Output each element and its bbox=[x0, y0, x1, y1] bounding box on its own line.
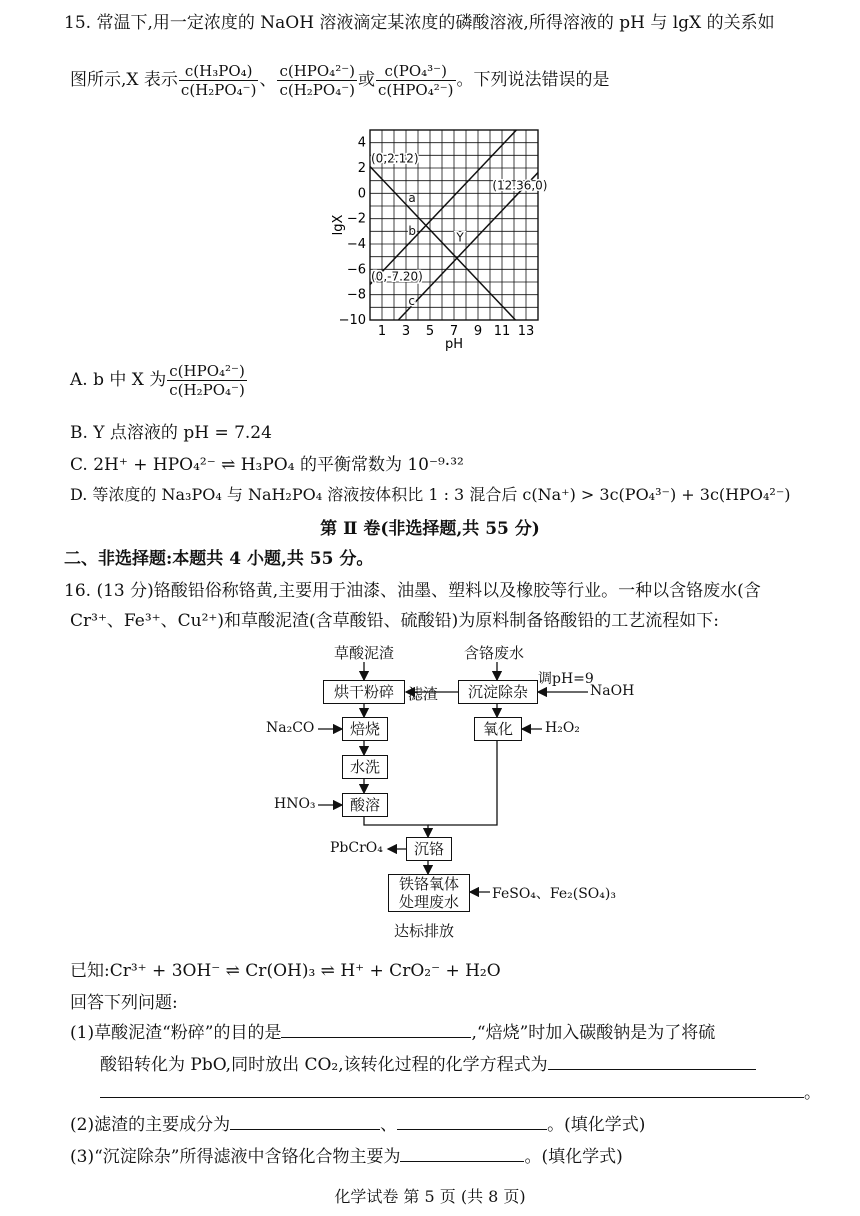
line-label-c: c bbox=[408, 293, 416, 308]
q15-line2-pre: 图所示,X 表示 bbox=[70, 70, 178, 90]
y-tick-label: −6 bbox=[346, 262, 366, 278]
line-label-b: b bbox=[408, 224, 417, 239]
answer-blank[interactable] bbox=[397, 1115, 547, 1130]
option-a: A. b 中 X 为 $\frac{\text{c(HPO₄²⁻)}}{\text{c(H₂PO₄⁻)}}$ bbox=[70, 362, 245, 399]
flow-label-discharge: 达标排放 bbox=[394, 922, 455, 940]
option-b: B. Y 点溶液的 pH = 7.24 bbox=[70, 423, 272, 443]
flow-box-roast: 焙烧 bbox=[342, 717, 388, 741]
x-tick-label: 13 bbox=[517, 324, 535, 339]
answer-blank[interactable] bbox=[100, 1083, 804, 1098]
part-2: (2)滤渣的主要成分为 、 。(填化学式) bbox=[70, 1115, 646, 1135]
x-tick-label: 1 bbox=[377, 324, 387, 339]
fraction-po4: $\frac{\text{c(PO₄³⁻)}}{\text{c(HPO₄²⁻)}}$ bbox=[377, 62, 454, 99]
answer-blank[interactable] bbox=[400, 1147, 524, 1162]
flow-label-hno3: HNO₃ bbox=[274, 796, 316, 812]
fraction-hpo4: $\frac{\text{c(HPO₄²⁻)}}{\text{c(H₂PO₄⁻)}}$ bbox=[279, 62, 355, 99]
q16-stem-line1: 16. (13 分)铬酸铅俗称铬黄,主要用于油漆、油墨、塑料以及橡胶等行业。一种以含铬废水(含 bbox=[64, 581, 761, 601]
flow-input-sludge: 草酸泥渣 bbox=[334, 644, 395, 662]
y-tick-label: −8 bbox=[346, 287, 366, 303]
flow-box-oxidize: 氧化 bbox=[474, 717, 522, 741]
part-3: (3)“沉淀除杂”所得滤液中含铬化合物主要为 。(填化学式) bbox=[70, 1147, 623, 1167]
q15-line2-post: 。下列说法错误的是 bbox=[456, 70, 610, 90]
part-1-line1: (1)草酸泥渣“粉碎”的目的是 ,“焙烧”时加入碳酸钠是为了将硫 bbox=[70, 1023, 716, 1043]
option-a-fraction: $\frac{\text{c(HPO₄²⁻)}}{\text{c(H₂PO₄⁻)}}$ bbox=[169, 362, 245, 399]
flow-box-wash: 水洗 bbox=[342, 755, 388, 779]
x-tick-label: 7 bbox=[449, 324, 459, 339]
x-tick-label: 3 bbox=[401, 324, 411, 339]
x-tick-label: 5 bbox=[425, 324, 435, 339]
flow-label-na2co: Na₂CO bbox=[266, 720, 315, 736]
x-tick-label: 9 bbox=[473, 324, 483, 339]
flow-label-naoh: NaOH bbox=[590, 683, 635, 699]
point-label: (0,2.12) bbox=[371, 151, 419, 166]
y-axis-label: lgX bbox=[331, 214, 346, 236]
y-tick-label: 4 bbox=[357, 135, 366, 151]
flow-label-ph: 调pH=9 bbox=[538, 671, 594, 687]
flow-label-h2o2: H₂O₂ bbox=[545, 720, 580, 736]
known-equation: 已知:Cr³⁺ + 3OH⁻ ⇌ Cr(OH)₃ ⇌ H⁺ + CrO₂⁻ + H₂O bbox=[70, 961, 501, 981]
y-tick-label: −4 bbox=[346, 237, 366, 252]
flow-box-precip-cr: 沉铬 bbox=[406, 837, 452, 861]
option-d: D. 等浓度的 Na₃PO₄ 与 NaH₂PO₄ 溶液按体积比 1 : 3 混合后 c(Na⁺) > 3c(PO₄³⁻) + 3c(HPO₄²⁻) bbox=[70, 485, 791, 504]
x-axis-label: pH bbox=[444, 337, 464, 352]
fraction-h3po4: $\frac{\text{c(H₃PO₄)}}{\text{c(H₂PO₄⁻)}}$ bbox=[180, 62, 257, 99]
line-label-a: a bbox=[408, 191, 416, 206]
flow-box-precipitate: 沉淀除杂 bbox=[458, 680, 538, 704]
x-tick-label: 11 bbox=[493, 324, 511, 339]
flow-box-dry-grind: 烘干粉碎 bbox=[323, 680, 405, 704]
part-1-line3: 。 bbox=[100, 1078, 821, 1103]
y-tick-label: 2 bbox=[357, 161, 366, 176]
section-title: 第 Ⅱ 卷(非选择题,共 55 分) bbox=[320, 519, 540, 539]
flow-box-ferrite-treatment: 铁铬氧体 处理废水 bbox=[388, 874, 470, 912]
y-tick-label: 0 bbox=[357, 186, 366, 202]
point-label: (12.36,0) bbox=[492, 178, 548, 193]
flow-label-residue: 滤渣 bbox=[408, 685, 439, 703]
answer-blank[interactable] bbox=[281, 1023, 471, 1038]
q15-stem-line2: 图所示,X 表示 $\frac{\text{c(H₃PO₄)}}{\text{c(H₂PO₄⁻)}}$ 、 $\frac{\text{c(HPO₄²⁻)}}{\text{c(H₂PO₄⁻)}}$ 或 $\frac{\text{c(PO₄³⁻)}}{\text{c(HPO₄²⁻)}}$ 。下列说法错误的是 bbox=[70, 62, 610, 99]
y-tick-label: −10 bbox=[338, 313, 366, 328]
flow-label-iron-salts: FeSO₄、Fe₂(SO₄)₃ bbox=[492, 886, 616, 902]
page-footer: 化学试卷 第 5 页 (共 8 页) bbox=[334, 1187, 526, 1206]
point-label: (0,-7.20) bbox=[371, 269, 423, 284]
part-1-line2: 酸铅转化为 PbO,同时放出 CO₂,该转化过程的化学方程式为 bbox=[100, 1050, 756, 1075]
answer-blank[interactable] bbox=[230, 1115, 380, 1130]
y-tick-label: −2 bbox=[346, 211, 366, 227]
flow-input-wastewater: 含铬废水 bbox=[464, 644, 525, 662]
flow-label-pbcro4: PbCrO₄ bbox=[330, 840, 383, 856]
section-heading: 二、非选择题:本题共 4 小题,共 55 分。 bbox=[64, 549, 374, 569]
option-c: C. 2H⁺ + HPO₄²⁻ ⇌ H₃PO₄ 的平衡常数为 10⁻⁹·³² bbox=[70, 455, 464, 475]
line-label-Y: Y bbox=[456, 230, 464, 245]
q16-stem-line2: Cr³⁺、Fe³⁺、Cu²⁺)和草酸泥渣(含草酸铅、硫酸铅)为原料制备铬酸铅的工艺流程如下: bbox=[70, 611, 720, 631]
flow-box-acid-dissolve: 酸溶 bbox=[342, 793, 388, 817]
answer-blank[interactable] bbox=[548, 1055, 756, 1070]
q15-stem-line1: 15. 常温下,用一定浓度的 NaOH 溶液滴定某浓度的磷酸溶液,所得溶液的 pH 与 lgX 的关系如 bbox=[64, 13, 775, 33]
answer-prompt: 回答下列问题: bbox=[70, 993, 178, 1013]
